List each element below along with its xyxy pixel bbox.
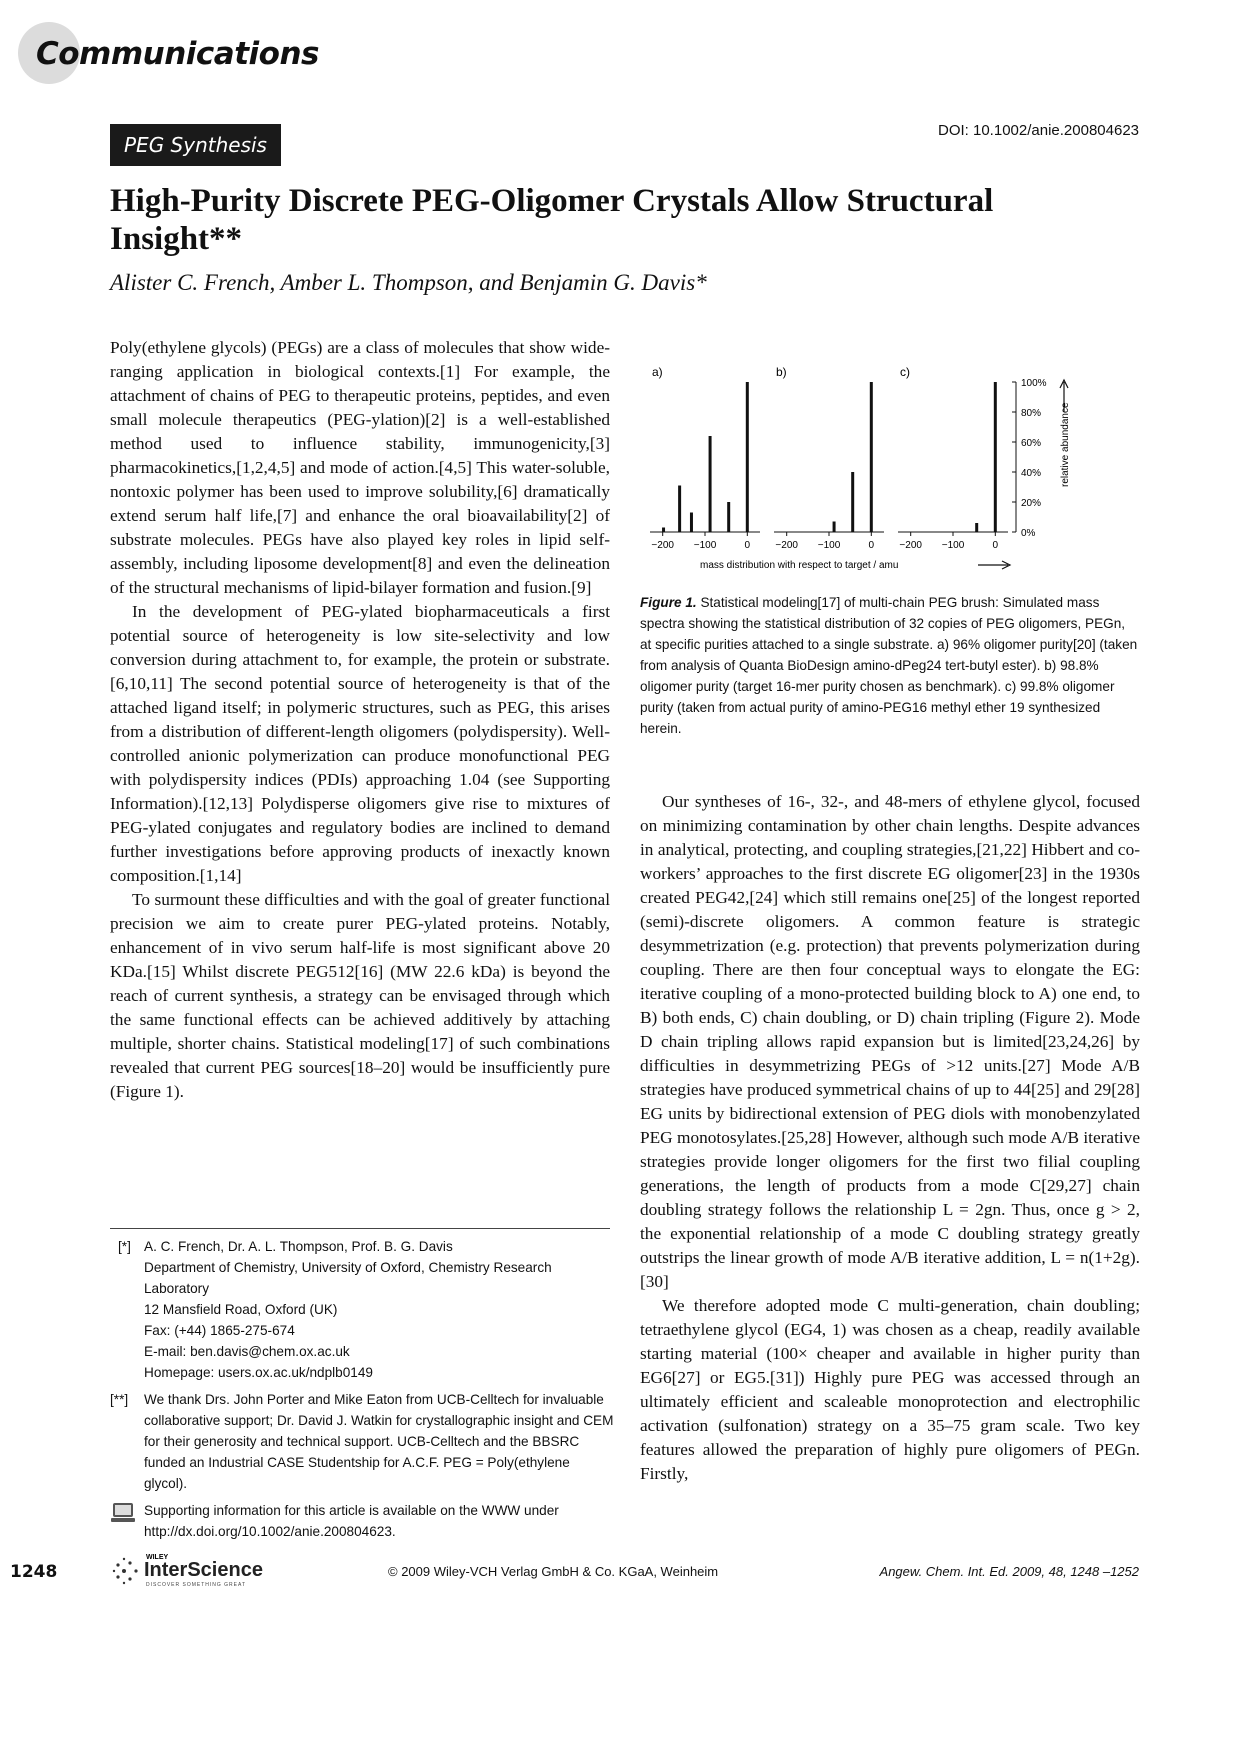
journal-citation: Angew. Chem. Int. Ed. 2009, 48, 1248 –1252 (879, 1564, 1139, 1579)
footnote-line: Fax: (+44) 1865-275-674 (144, 1323, 295, 1338)
footnote-affiliation (110, 1236, 615, 1383)
panel-label: b) (776, 365, 787, 379)
bar (870, 382, 873, 532)
y-tick-label: 40% (1021, 468, 1042, 479)
footnote-line: 12 Mansfield Road, Oxford (UK) (144, 1302, 338, 1317)
doi[interactable]: DOI: 10.1002/anie.200804623 (938, 122, 1139, 139)
y-tick-label: 0% (1021, 528, 1036, 539)
footnote-line: A. C. French, Dr. A. L. Thompson, Prof. B. G. Davis (144, 1239, 453, 1254)
footnote-email[interactable]: E-mail: ben.davis@chem.ox.ac.uk (144, 1344, 350, 1359)
wiley-interscience-logo (110, 1550, 310, 1592)
y-tick-label: 60% (1021, 438, 1042, 449)
author-list: Alister C. French, Amber L. Thompson, and Benjamin G. Davis* (110, 270, 707, 295)
footnote-divider (110, 1228, 610, 1229)
paragraph: We therefore adopted mode C multi-generation, chain doubling; tetraethylene glycol (EG4, 1) was chosen as a cheap, readily available starting material (100× cheaper and available in higher purity than EG6[27] or EG5.[31]) Highly pure PEG was accessed through an ultimately efficient and scaleable monoprotection and electrophilic activation (sulfonation) strategy on a 35–75 gram scale. Two key features allowed the preparation of highly pure oligomers of PEGn. Firstly, (640, 1296, 1140, 1483)
footnote-acknowledgement (110, 1389, 615, 1494)
topic-badge: PEG Synthesis (110, 124, 281, 166)
x-tick-label: 0 (744, 540, 751, 551)
footnote-mark: [**] (110, 1392, 129, 1407)
figure-caption-text: Statistical modeling[17] of multi-chain PEG brush: Simulated mass spectra showing the statistical distribution of 32 copies of PEG oligomers, PEGn, at specific purities attached to a single substrate. a) 96% oligomer purity[20] (taken from analysis of Quanta BioDesign amino-dPeg24 tert-butyl ester). b) 98.8% oligomer purity (target 16-mer purity chosen as benchmark). c) 99.8% oligomer purity (taken from actual purity of amino-PEG16 methyl ether 19 synthesized herein. (640, 595, 1138, 736)
x-tick-label: 0 (992, 540, 999, 551)
bar (814, 532, 817, 533)
x-axis-label: mass distribution with respect to target / amu (700, 560, 899, 571)
journal-section-title: Communications (36, 36, 319, 72)
bar (851, 472, 854, 532)
paragraph: In the development of PEG-ylated biopharmaceuticals a first potential source of heterogeneity is low site-selectivity and low conversion during attachment to, for example, the protein or substrate.[6,10,11] The second potential source of heterogeneity is that of the attached ligand itself; in polymeric structures, such as PEG, this arises from a distribution of different-length oligomers (polydispersity). Well-controlled anionic polymerization can produce monofunctional PEG with polydispersity indices (PDIs) approaching 1.04 (see Supporting Information).[12,13] Polydisperse oligomers give rise to mixtures of PEG-ylated conjugates and regulatory bodies are inclined to demand further investigations before approving products of inexactly known composition.[1,14] (110, 602, 610, 885)
bar (994, 382, 997, 532)
footnote-homepage[interactable]: Homepage: users.ox.ac.uk/ndplb0149 (144, 1365, 373, 1380)
supporting-info-icon (110, 1502, 136, 1524)
paragraph: Our syntheses of 16-, 32-, and 48-mers of ethylene glycol, focused on minimizing contamination by other chain lengths. Despite advances in analytical, protecting, and coupling strategies,[21,22] Hibbert and co-workers’ approaches to the first discrete EG oligomer[23] in the 1930s created PEG42,[24] which still remains one[25] of the longest reported (semi)-discrete oligomers. A common feature is strategic desymmetrization (e.g. protection) that prevents polymerization during coupling. There are then four conceptual ways to elongate the EG: iterative coupling of a mono-protected building block to A) one end, to B) both ends, C) chain doubling, or D) chain tripling (Figure 2). Mode D chain tripling allows rapid expansion but is limited[23,24,26] by difficulties in desymmetrizing PEGs of >12 units.[27] Mode A/B strategies have produced symmetrical chains of up to 44[25] and 29[28] EG units by bidirectional extension of PEG diols with monobenzylated PEG monotosylates.[25,28] However, although such mode A/B iterative strategies provide longer oligomers for the first two filial coupling generations, the length of products from a mode C[29,27] chain doubling strategy follows the relationship L = 2gn. Thus, once g > 2, the exponential relationship of a mode C doubling strategy greatly outstrips the linear growth of mode A/B iterative addition, L = n(1+2g).[30] (640, 792, 1140, 1291)
article-title: High-Purity Discrete PEG-Oligomer Crystals Allow Structural Insight** (110, 183, 994, 257)
y-tick-label: 20% (1021, 498, 1042, 509)
right-column (640, 790, 1140, 1486)
bar (690, 513, 693, 533)
x-tick-label: −200 (651, 540, 674, 551)
bar (746, 382, 749, 532)
paragraph: Poly(ethylene glycols) (PEGs) are a class of molecules that show wide-ranging application in biological contexts.[1] For example, the attachment of chains of PEG to therapeutic proteins, peptides, and even small molecule therapeutics (PEG-ylation)[2] is a well-established method used to influence stability, immunogenicity,[3] pharmacokinetics,[1,2,4,5] and mode of action.[4,5] This water-soluble, nontoxic polymer has been used to improve solubility,[6] dramatically extend serum half life,[7] and enhance the oral bioavailability[2] of substrate molecules. PEGs have also played key roles in lipid self-assembly, including liposome development[8] and even the delineation of the structural mechanisms of lipid-bilayer formation and fusion.[9] (110, 338, 610, 597)
logo-top-text: WILEY (146, 1554, 169, 1561)
y-tick-label: 100% (1021, 378, 1047, 389)
paragraph: To surmount these difficulties and with the goal of greater functional precision we aim to create purer PEG-ylated proteins. Notably, enhancement of in vivo serum half-life is most significant above 20 KDa.[15] Whilst discrete PEG512[16] (MW 22.6 kDa) is beyond the reach of current synthesis, a strategy can be envisaged through which the same functional effects can be achieved additively by attaching multiple, shorter chains. Statistical modeling[17] of such combinations revealed that current PEG sources[18–20] would be insufficiently pure (Figure 1). (110, 890, 610, 1101)
x-tick-label: −200 (899, 540, 922, 551)
bar (727, 502, 730, 532)
bar (957, 532, 960, 533)
footnote-line: Laboratory (144, 1281, 209, 1296)
left-column (110, 336, 610, 1104)
figure-caption-label: Figure 1. (640, 595, 697, 610)
y-axis-label: relative abundance (1060, 402, 1071, 487)
footnote-mark: [*] (118, 1239, 131, 1254)
footnotes (110, 1236, 615, 1548)
x-tick-label: −100 (693, 540, 717, 551)
footnote-text[interactable]: Supporting information for this article is available on the WWW under http://dx.doi.org/10.1002/anie.200804623. (144, 1503, 559, 1539)
x-tick-label: −200 (775, 540, 798, 551)
footnote-line: Department of Chemistry, University of Oxford, Chemistry Research (144, 1260, 552, 1275)
panel-label: a) (652, 365, 663, 379)
x-tick-label: −100 (817, 540, 841, 551)
figure-1-chart (640, 340, 1140, 580)
page-number: 1248 (10, 1562, 58, 1582)
bar (671, 532, 674, 533)
panel-label: c) (900, 365, 910, 379)
x-tick-label: −100 (941, 540, 965, 551)
bar (709, 436, 712, 532)
logo-tag-text: DISCOVER SOMETHING GREAT (146, 1582, 247, 1588)
bar (678, 486, 681, 533)
bar (795, 532, 798, 533)
bar (662, 528, 665, 533)
footnote-text: We thank Drs. John Porter and Mike Eaton from UCB-Celltech for invaluable collaborative support; Dr. David J. Watkin for crystallographic insight and CEM for their generosity and technical support. UCB-Celltech and the BBSRC funded an Industrial CASE Studentship for A.C.F. PEG = Poly(ethylene glycol). (144, 1392, 614, 1491)
footnote-supporting-info (110, 1500, 615, 1542)
y-tick-label: 80% (1021, 408, 1042, 419)
bar (833, 522, 836, 533)
bar (975, 523, 978, 532)
x-tick-label: 0 (868, 540, 875, 551)
logo-main-text: InterScience (144, 1559, 263, 1581)
figure-caption (640, 592, 1140, 739)
copyright: © 2009 Wiley-VCH Verlag GmbH & Co. KGaA, Weinheim (388, 1564, 719, 1579)
